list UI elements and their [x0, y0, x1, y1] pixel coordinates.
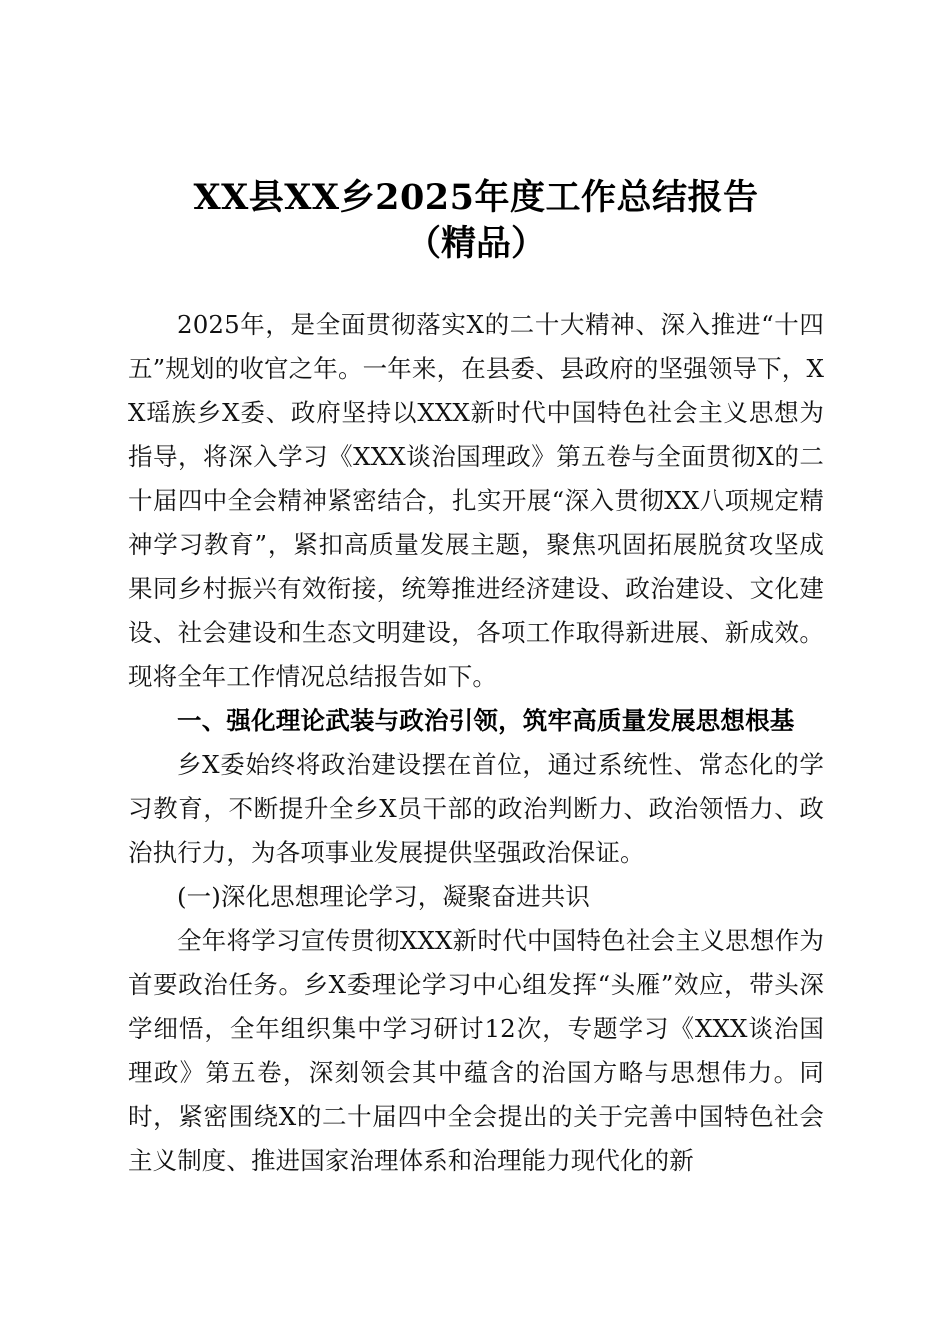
- document-body: [128, 303, 824, 1183]
- section-heading-1: 一、强化理论武装与政治引领，筑牢高质量发展思想根基: [177, 706, 795, 735]
- page-title-line-1: XX县XX乡2025年度工作总结报告: [193, 177, 759, 218]
- sub-section-1-1-paragraph: 全年将学习宣传贯彻XXX新时代中国特色社会主义思想作为首要政治任务。乡X委理论学习中心组发挥“头雁”效应，带头深学细悟，全年组织集中学习研讨12次，专题学习《XXX谈治国理政》第五卷，深刻领会其中蕴含的治国方略与思想伟力。同时，紧密围绕X的二十届四中全会提出的关于完善中国特色社会主义制度、推进国家治理体系和治理能力现代化的新: [128, 926, 824, 1175]
- section-1-intro-paragraph: 乡X委始终将政治建设摆在首位，通过系统性、常态化的学习教育，不断提升全乡X员干部的政治判断力、政治领悟力、政治执行力，为各项事业发展提供坚强政治保证。: [128, 750, 824, 867]
- sub-heading-1-1: (一)深化思想理论学习，凝聚奋进共识: [177, 882, 590, 911]
- page-title: [128, 0, 824, 267]
- opening-paragraph: 2025年，是全面贯彻落实X的二十大精神、深入推进“十四五”规划的收官之年。一年来，在县委、县政府的坚强领导下，XX瑶族乡X委、政府坚持以XXX新时代中国特色社会主义思想为指导，将深入学习《XXX谈治国理政》第五卷与全面贯彻X的二十届四中全会精神紧密结合，扎实开展“深入贯彻XX八项规定精神学习教育”，紧扣高质量发展主题，聚焦巩固拓展脱贫攻坚成果同乡村振兴有效衔接，统筹推进经济建设、政治建设、文化建设、社会建设和生态文明建设，各项工作取得新进展、新成效。现将全年工作情况总结报告如下。: [128, 310, 824, 691]
- document-content-column: [128, 0, 824, 1183]
- page-title-line-2: （精品）: [405, 223, 546, 264]
